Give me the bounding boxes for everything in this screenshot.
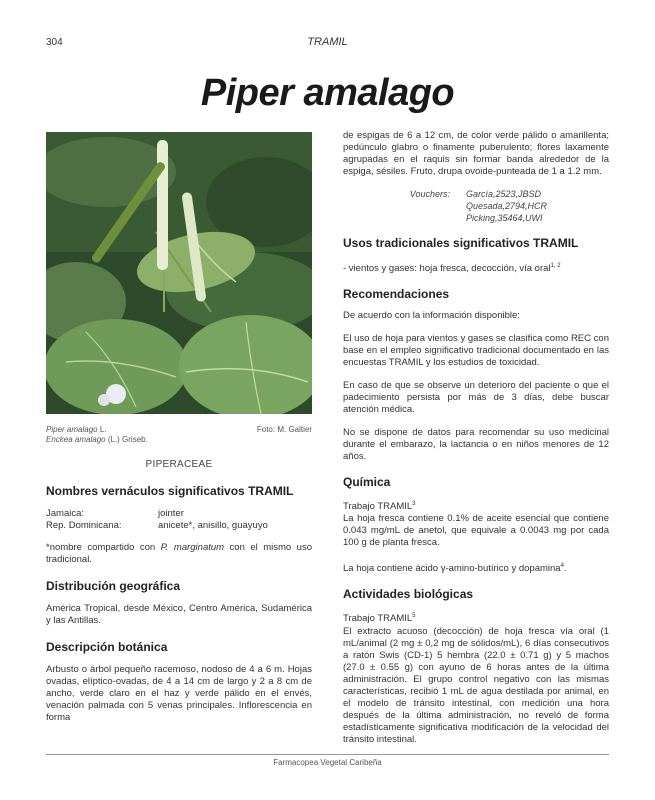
note-species: P. marginatum xyxy=(160,542,225,553)
vernacular-names: jointer xyxy=(158,508,184,519)
distribution-heading: Distribución geográfica xyxy=(46,579,181,593)
plant-photo-image xyxy=(46,132,312,414)
caption-species: Piper amalago xyxy=(46,425,98,434)
series-title: TRAMIL xyxy=(307,36,348,48)
plant-family: PIPERACEAE xyxy=(145,459,213,470)
chemistry-compounds: La hoja contiene ácido γ-amino-butírico y dopamina xyxy=(343,563,561,575)
vouchers-label: Vouchers: xyxy=(409,189,450,199)
note-text: *nombre compartido con xyxy=(46,542,161,553)
recommendation-paragraph: No se dispone de datos para recomendar su uso medicinal durante el embarazo, la lactancia o en niños menores de 12 años. xyxy=(343,427,609,463)
vernacular-note xyxy=(46,542,312,566)
chemistry-text: La hoja fresca contiene 0.1% de aceite esencial que contiene 0.043 mg/mL de anetol, que equivale a 0.0043 mg por cada 100 g de planta fresca. xyxy=(343,513,609,549)
recommendation-paragraph: En caso de que se observe un deterioro del paciente o que el padecimiento persista por más de 3 días, debe buscar atención médica. xyxy=(343,380,609,416)
vernacular-heading: Nombres vernáculos significativos TRAMIL xyxy=(46,484,294,498)
footer-divider xyxy=(46,754,609,755)
reference-marker: 4 xyxy=(560,563,564,570)
traditional-uses-heading: Usos tradicionales significativos TRAMIL xyxy=(343,236,579,250)
botany-heading: Descripción botánica xyxy=(46,640,168,654)
traditional-uses-item: - vientos y gases: hoja fresca, decocción, vía oral xyxy=(343,263,551,275)
photo-caption xyxy=(46,425,312,445)
vernacular-table xyxy=(46,508,312,532)
caption-line-2 xyxy=(46,435,312,445)
voucher-item: Picking,35464,UWI xyxy=(466,213,543,223)
recommendation-paragraph: El uso de hoja para vientos y gases se clasifica como REC con base en el empleo significativo tradicional documentado en las encuestas TRAMIL y los estudios de toxicidad. xyxy=(343,333,609,369)
left-column xyxy=(46,484,312,724)
voucher-item: Quesada,2794,HCR xyxy=(466,201,548,211)
chemistry-heading: Química xyxy=(343,475,391,490)
distribution-text: América Tropical, desde México, Centro América, Sudamérica y las Antillas. xyxy=(46,603,312,626)
note-text-end: con el mismo uso tradicional. xyxy=(46,542,312,565)
bio-activity-source xyxy=(343,610,609,625)
bio-activity-source-label: Trabajo TRAMIL xyxy=(343,613,413,625)
right-column xyxy=(343,130,609,746)
chemistry-source-label: Trabajo TRAMIL xyxy=(343,501,413,513)
recommendation-paragraph: De acuerdo con la información disponible: xyxy=(343,310,520,322)
caption-author: L. xyxy=(97,425,107,434)
vouchers xyxy=(343,188,609,224)
plant-photo xyxy=(46,132,312,414)
botany-text-continued: de espigas de 6 a 12 cm, de color verde pálido o amarillenta; pedúnculo glabro o finamente puberulento; flores laxamente agrupadas en el raquis sin formar banda alrededor de la espiga, sésiles. Fruto, drupa ovoide-punteada de 1 a 1.2 mm. xyxy=(343,130,609,177)
reference-marker: 3 xyxy=(412,501,416,508)
chemistry-text-2 xyxy=(343,560,609,575)
reference-marker: 5 xyxy=(412,613,416,620)
recommendations-heading: Recomendaciones xyxy=(343,287,450,302)
page-title: Piper amalago xyxy=(200,72,455,114)
caption-synonym-author: (L.) Griseb. xyxy=(105,435,148,444)
botany-text: Arbusto o árbol pequeño racemoso, nodoso de 4 a 6 m. Hojas ovadas, elíptico-ovadas, de 4 a 14 cm de largo y 2 a 8 cm de ancho, verde claro en el haz y verde pálido en el envés, venación palmada con 5 venas principales. Inflorescencia en forma xyxy=(46,664,312,723)
photo-credit: Foto: M. Galtier xyxy=(256,425,312,434)
footer-text: Farmacopea Vegetal Caribeña xyxy=(273,758,382,767)
chemistry-source xyxy=(343,498,609,513)
vernacular-country: Rep. Dominicana: xyxy=(46,520,122,531)
voucher-item: García,2523,JBSD xyxy=(466,189,542,199)
bio-activity-heading: Actividades biológicas xyxy=(343,587,474,602)
reference-marker: 1, 2 xyxy=(550,263,561,269)
vernacular-country: Jamaica: xyxy=(46,508,85,519)
vernacular-names: anicete*, anisillo, guayuyo xyxy=(158,520,268,531)
page-number: 304 xyxy=(46,37,63,48)
caption-synonym: Enckea amalago xyxy=(46,435,106,444)
bio-activity-text: El extracto acuoso (decocción) de hoja fresca vía oral (1 mL/animal (2 mg ± 0,2 mg de sólidos/mL), 6 días consecutivos a ratón Swis (CD-1) 5 hembra (22.0 ± 0.71 g) y 5 machos (27.0 ± 0.55 g) con ayuno de 6 horas antes de la última administración. El grupo control negativo con las mismas características, recibió 1 mL de agua destilada por animal, en el modelo de tránsito intestinal, con medición una hora después de la última administración, no reveló de forma estadísticamente significativa modificación de la velocidad del tránsito intestinal. xyxy=(343,625,609,745)
chemistry-end: . xyxy=(563,563,567,575)
traditional-uses-text xyxy=(343,260,609,275)
